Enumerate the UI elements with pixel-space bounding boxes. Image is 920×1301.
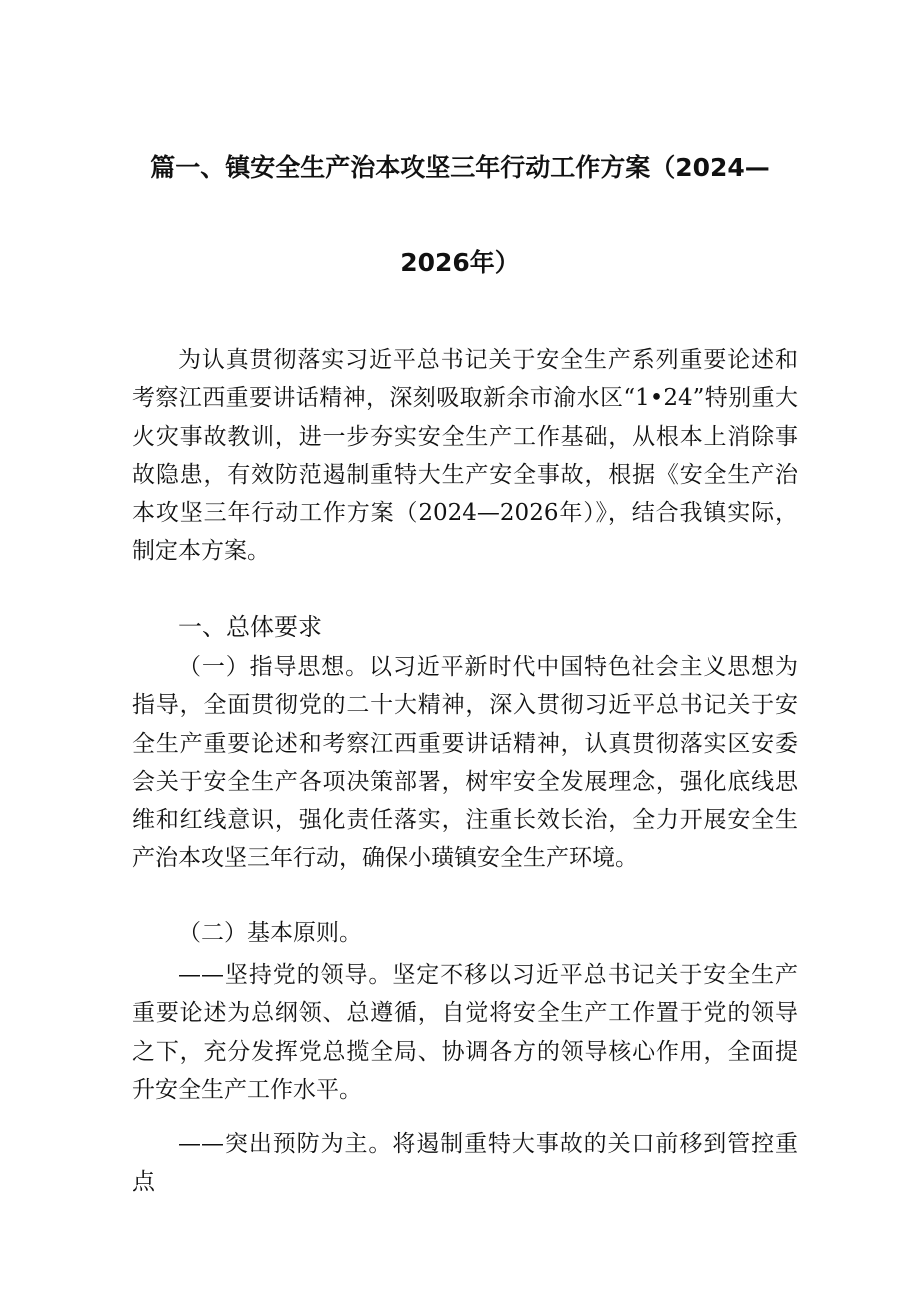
document-title-line-1: 篇一、镇安全生产治本攻坚三年行动工作方案（2024—	[150, 153, 770, 182]
section-1-heading: 一、总体要求	[178, 613, 322, 641]
document-title-line-2: 2026年）	[400, 248, 520, 277]
guiding-thought-paragraph: （一）指导思想。以习近平新时代中国特色社会主义思想为指导，全面贯彻党的二十大精神，深入贯彻习近平总书记关于安全生产重要论述和考察江西重要讲话精神，认真贯彻落实区安委会关于安全生产各项决策部署，树牢安全发展理念，强化底线思维和红线意识，强化责任落实，注重长效长治，全力开展安全生产治本攻坚三年行动，确保小璜镇安全生产环境。	[132, 654, 798, 872]
principle-party-leadership-paragraph: ——坚持党的领导。坚定不移以习近平总书记关于安全生产重要论述为总纲领、总遵循，自觉将安全生产工作置于党的领导之下，充分发挥党总揽全局、协调各方的领导核心作用，全面提升安全生产工作水平。	[132, 962, 798, 1103]
intro-paragraph: 为认真贯彻落实习近平总书记关于安全生产系列重要论述和考察江西重要讲话精神，深刻吸取新余市渝水区“1•24”特别重大火灾事故教训，进一步夯实安全生产工作基础，从根本上消除事故隐患，有效防范遏制重特大生产安全事故，根据《安全生产治本攻坚三年行动工作方案（2024—2026年）》，结合我镇实际，制定本方案。	[132, 347, 798, 565]
basic-principles-heading: （二）基本原则。	[178, 920, 362, 946]
principle-prevention-paragraph: ——突出预防为主。将遏制重特大事故的关口前移到管控重点	[132, 1131, 798, 1196]
